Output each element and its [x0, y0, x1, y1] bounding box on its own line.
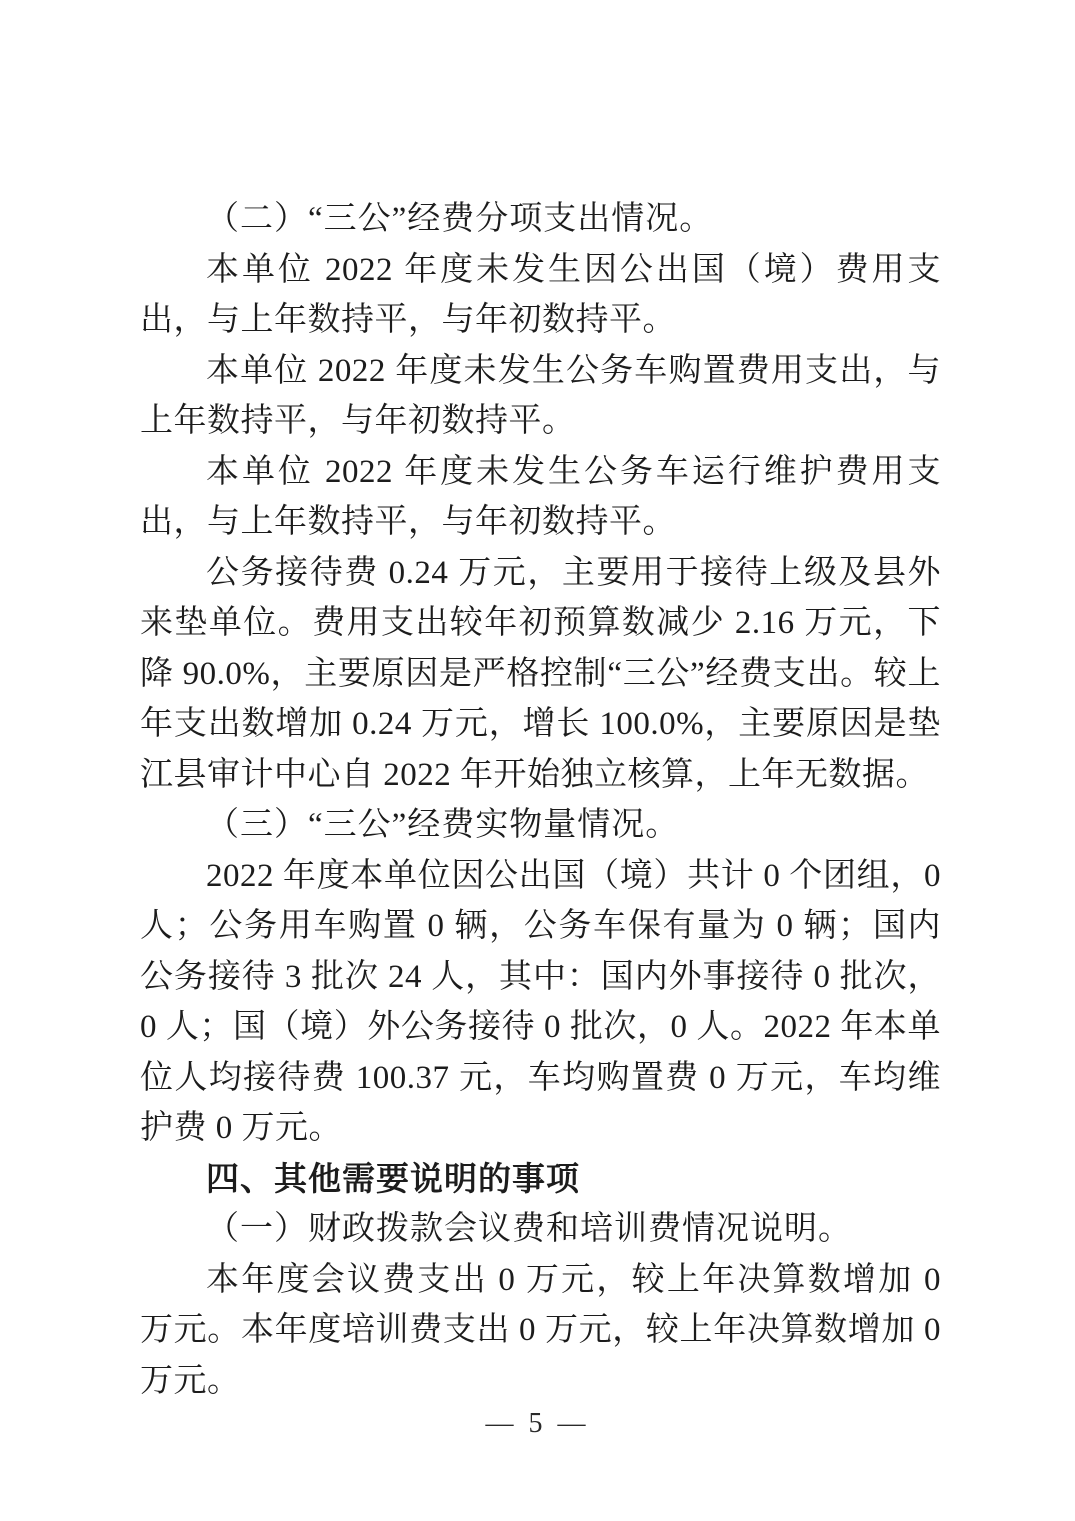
section-heading-other-matters: 四、其他需要说明的事项 [206, 1159, 580, 1197]
para-vehicle-purchase-expense: 本单位 2022 年度未发生公务车购置费用支出，与上年数持平，与年初数持平。 [140, 352, 941, 439]
para-meeting-training-fee-detail: 本年度会议费支出 0 万元，较上年决算数增加 0 万元。本年度培训费支出 0 万元，较上年决算数增加 0 万元。 [140, 1261, 941, 1399]
para-vehicle-maintenance-expense: 本单位 2022 年度未发生公务车运行维护费用支出，与上年数持平，与年初数持平。 [140, 453, 941, 540]
subsection-heading-sangong-physical-quantity: （三）“三公”经费实物量情况。 [206, 807, 680, 843]
para-physical-quantity-detail: 2022 年度本单位因公出国（境）共计 0 个团组，0 人；公务用车购置 0 辆，公务车保有量为 0 辆；国内公务接待 3 批次 24 人，其中：国内外事接待 0 批次，0 人；国（境）外公务接待 0 批次，0 人。2022 年本单位人均接待费 100.37 元，车均购置费 0 万元，车均维护费 0 万元。 [140, 857, 941, 1146]
document-body [140, 194, 941, 1406]
subsection-heading-meeting-training-fee: （一）财政拨款会议费和培训费情况说明。 [206, 1211, 852, 1247]
subsection-heading-sangong-itemized: （二）“三公”经费分项支出情况。 [206, 201, 714, 237]
para-abroad-expense: 本单位 2022 年度未发生因公出国（境）费用支出，与上年数持平，与年初数持平。 [140, 251, 941, 338]
page-number: — 5 — [485, 1408, 590, 1439]
para-reception-expense-detail: 公务接待费 0.24 万元，主要用于接待上级及县外来垫单位。费用支出较年初预算数减少 2.16 万元，下降 90.0%，主要原因是严格控制“三公”经费支出。较上年支出数增加 0.24 万元，增长 100.0%，主要原因是垫江县审计中心自 2022 年开始独立核算，上年无数据。 [140, 554, 941, 793]
page-footer [0, 1404, 1075, 1444]
